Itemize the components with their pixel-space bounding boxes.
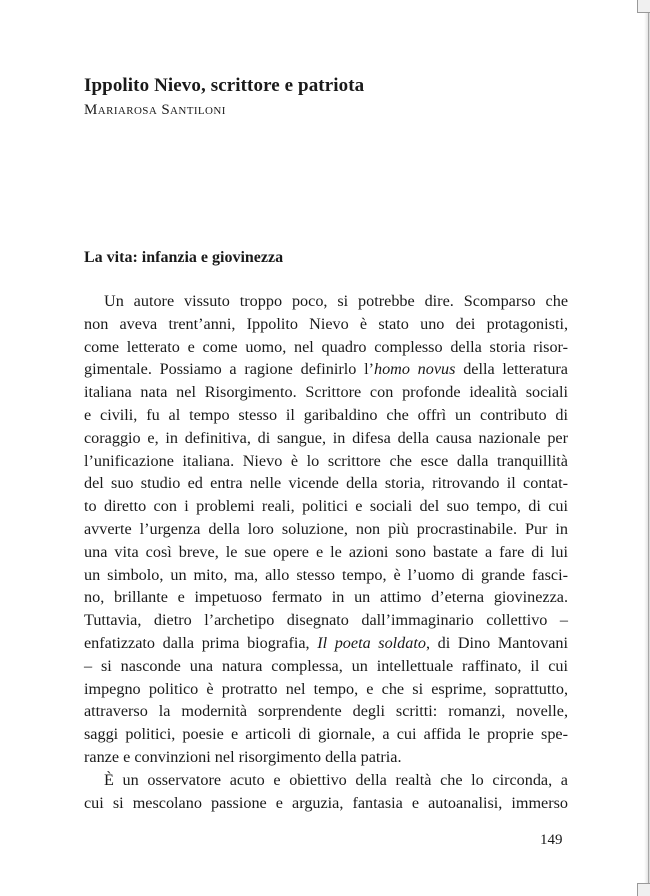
text-line: ranze e convinzioni nel risorgimento della patria. <box>84 747 402 766</box>
text-line: coraggio e, in definitiva, di sangue, in difesa della causa nazionale per <box>84 428 568 447</box>
text-line: una vita così breve, le sue opere e le azioni sono bastate a fare di lui <box>84 542 568 561</box>
text-line: to diretto con i problemi reali, politici e sociali del suo tempo, di cui <box>84 497 568 516</box>
text-line: Un autore vissuto troppo poco, si potrebbe dire. Scomparso che <box>104 292 568 310</box>
corner-mark-bottom <box>637 883 650 896</box>
text-line: del suo studio ed entra nelle vicende della storia, ritrovando il contat- <box>84 474 568 493</box>
text-line: cui si mescolano passione e arguzia, fantasia e autoanalisi, immerso <box>84 793 568 812</box>
italic-term: homo novus <box>373 360 456 379</box>
text-line: l’unificazione italiana. Nievo è lo scrittore che esce dalla tranquillità <box>84 451 568 470</box>
text-line <box>84 632 568 655</box>
text-segment: enfatizzato dalla prima biografia, <box>84 633 318 652</box>
italic-title: Il poeta soldato <box>317 633 426 652</box>
text-line: un simbolo, un mito, ma, allo stesso tempo, è l’uomo di grande fasci- <box>84 565 568 584</box>
article-title: Ippolito Nievo, scrittore e patriota <box>84 75 365 96</box>
corner-mark-top <box>637 0 650 13</box>
text-segment: della letteratura <box>455 360 568 379</box>
text-line: non aveva trent’anni, Ippolito Nievo è stato uno dei protagonisti, <box>84 314 568 333</box>
page-edge <box>644 0 650 896</box>
text-segment: gimentale. Possiamo a ragione definirlo l’ <box>84 360 374 379</box>
body-text <box>84 290 568 814</box>
text-line: italiana nata nel Risorgimento. Scrittore con profonde idealità sociali <box>84 383 568 402</box>
text-segment: , di Dino Mantovani <box>425 633 568 652</box>
section-heading: La vita: infanzia e giovinezza <box>84 249 284 266</box>
text-line: e civili, fu al tempo stesso il garibaldino che offrì un contributo di <box>84 405 568 424</box>
text-line: Tuttavia, dietro l’archetipo disegnato dall’immaginario collettivo – <box>84 611 568 630</box>
text-line: impegno politico è protratto nel tempo, e che si esprime, soprattutto, <box>84 679 568 698</box>
text-line: come letterato e come uomo, nel quadro complesso della storia risor- <box>84 337 568 356</box>
text-line: – si nasconde una natura complessa, un intellettuale raffinato, il cui <box>84 656 568 675</box>
text-line: attraverso la modernità sorprendente degli scritti: romanzi, novelle, <box>84 702 568 721</box>
text-line: no, brillante e impetuoso fermato in un attimo d’eterna giovinezza. <box>84 588 568 607</box>
article-author: Mariarosa Santiloni <box>84 102 226 118</box>
text-line: saggi politici, poesie e articoli di giornale, a cui affida le proprie spe- <box>84 725 568 744</box>
text-line: avverte l’urgenza della loro soluzione, non più procrastinabile. Pur in <box>84 519 568 538</box>
text-line: È un osservatore acuto e obiettivo della realtà che lo circonda, a <box>104 770 568 789</box>
page-number: 149 <box>540 832 563 848</box>
text-line <box>84 358 568 381</box>
